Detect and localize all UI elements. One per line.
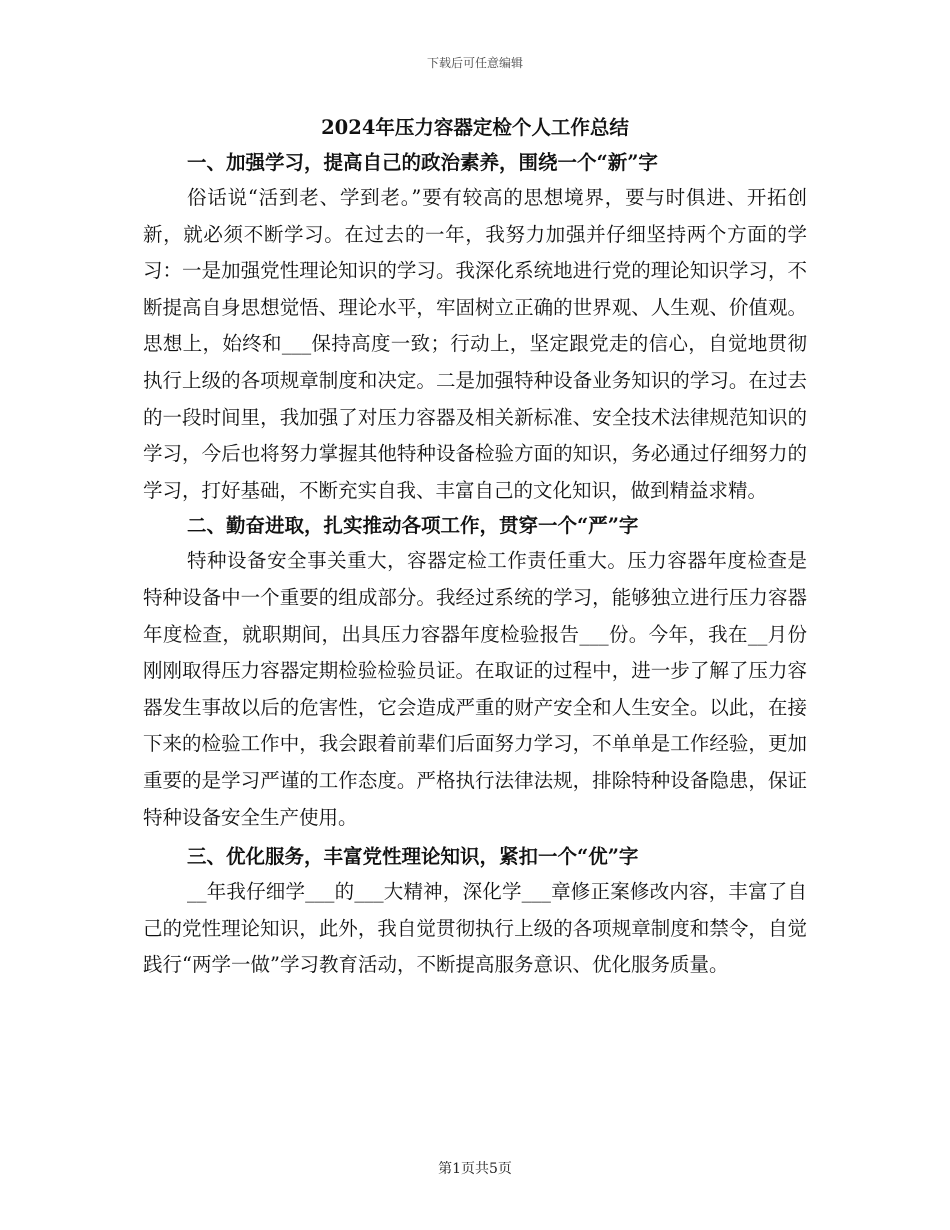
document-body	[143, 110, 807, 984]
section-paragraph-3: __年我仔细学___的___大精神，深化学___章修正案修改内容，丰富了自己的党性理论知识，此外，我自觉贯彻执行上级的各项规章制度和禁令，自觉践行“两学一做”学习教育活动，不断提高服务意识、优化服务质量。	[143, 880, 807, 977]
section-heading-2: 二、勤奋进取，扎实推动各项工作，贯穿一个“严”字	[187, 514, 639, 538]
section-heading-1: 一、加强学习，提高自己的政治素养，围绕一个“新”字	[187, 151, 658, 174]
section-paragraph-2: 特种设备安全事关重大，容器定检工作责任重大。压力容器年度检查是特种设备中一个重要的组成部分。我经过系统的学习，能够独立进行压力容器年度检查，就职期间，出具压力容器年度检验报告___份。今年，我在__月份刚刚取得压力容器定期检验检验员证。在取证的过程中，进一步了解了压力容器发生事故以后的危害性，它会造成严重的财产安全和人生安全。以此，在接下来的检验工作中，我会跟着前辈们后面努力学习，不单单是工作经验，更加重要的是学习严谨的工作态度。严格执行法律法规，排除特种设备隐患，保证特种设备安全生产使用。	[143, 549, 807, 829]
page-footer: 第1页共5页	[438, 1161, 512, 1177]
section-paragraph-1: 俗话说“活到老、学到老。”要有较高的思想境界，要与时俱进、开拓创新，就必须不断学习。在过去的一年，我努力加强并仔细坚持两个方面的学习：一是加强党性理论知识的学习。我深化系统地进行党的理论知识学习，不断提高自身思想觉悟、理论水平，牢固树立正确的世界观、人生观、价值观。思想上，始终和___保持高度一致；行动上，坚定跟党走的信心，自觉地贯彻执行上级的各项规章制度和决定。二是加强特种设备业务知识的学习。在过去的一段时间里，我加强了对压力容器及相关新标准、安全技术法律规范知识的学习，今后也将努力掌握其他特种设备检验方面的知识，务必通过仔细努力的学习，打好基础，不断充实自我、丰富自己的文化知识，做到精益求精。	[143, 186, 807, 502]
header-note: 下载后可任意编辑	[426, 56, 523, 70]
section-heading-3: 三、优化服务，丰富党性理论知识，紧扣一个“优”字	[187, 845, 639, 869]
document-title: 2024年压力容器定检个人工作总结	[321, 116, 629, 139]
